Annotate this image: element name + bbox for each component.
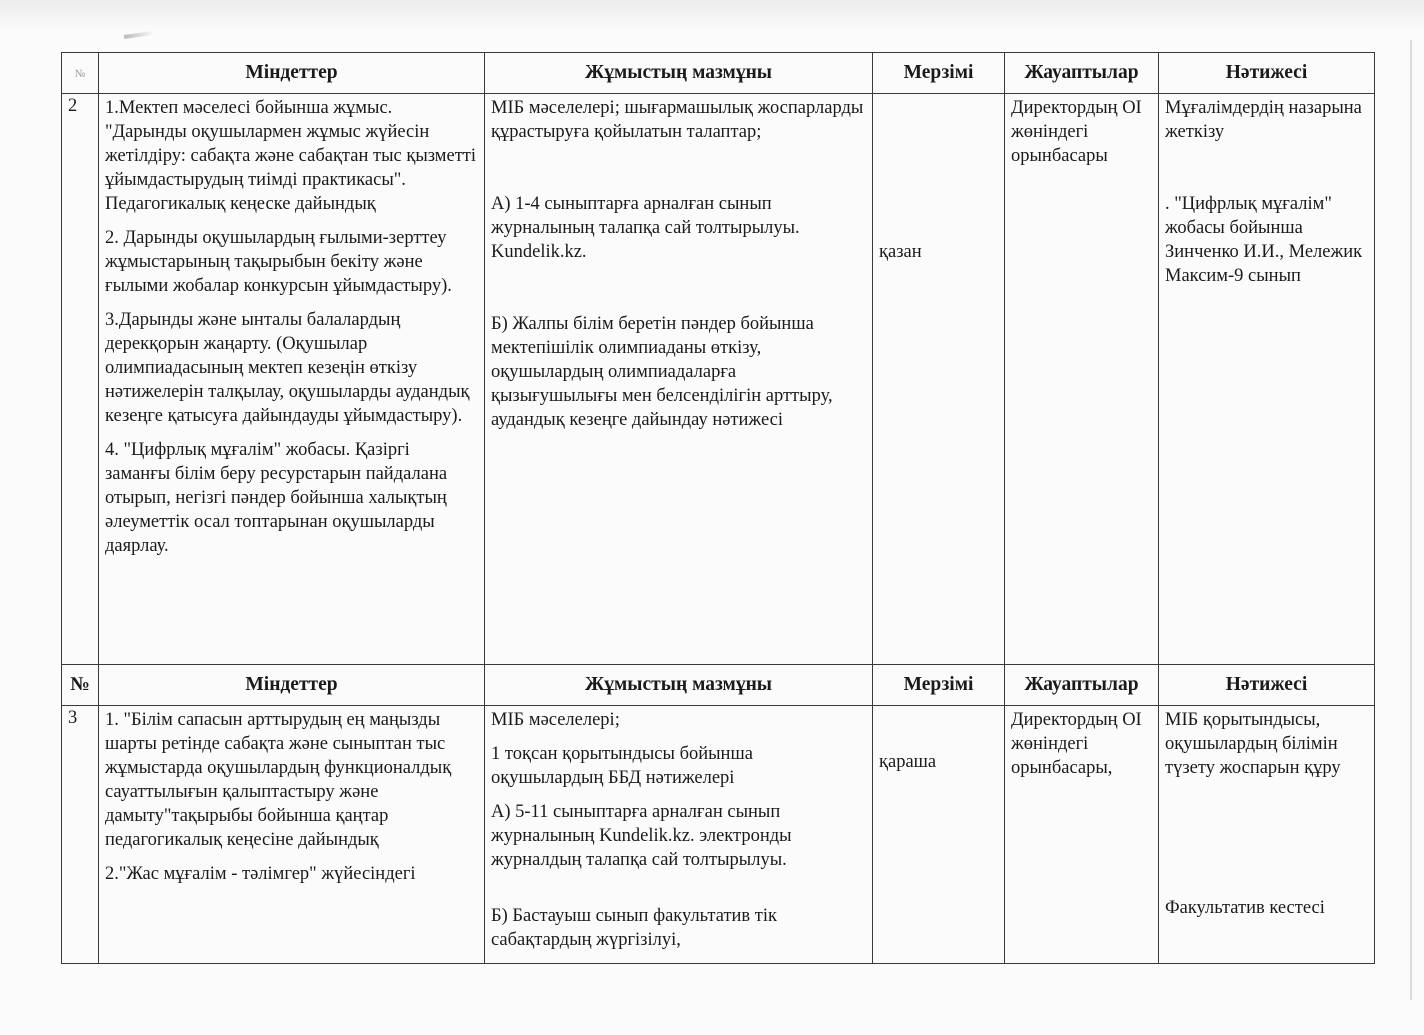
task-item: 2. Дарынды оқушылардың ғылыми-зерттеу жұмыстарының тақырыбын бекіту және ғылыми жобалар конкурсын ұйымдастыру). bbox=[105, 228, 452, 296]
responsible-cell: Директордың ОІ жөніндегі орынбасары bbox=[1005, 94, 1159, 665]
tasks-cell bbox=[99, 94, 485, 665]
header-number: № bbox=[62, 665, 99, 706]
content-item: МІБ мәселелері; bbox=[491, 710, 620, 730]
deadline-cell: қараша bbox=[873, 706, 1005, 964]
content-item: Б) Бастауыш сынып факультатив тік сабақтардың жүргізілуі, bbox=[491, 906, 778, 950]
task-item: 1. "Білім сапасын арттырудың ең маңызды шарты ретінде сабақта және сыныптан тыс жұмыстарда оқушылардың функционалдық сауаттылығын қалыптастыру және дамыту"тақырыбы бойынша қаңтар педагогикалық кеңесіне дайындық bbox=[105, 710, 452, 850]
tasks-cell bbox=[99, 706, 485, 964]
header-deadline: Мерзімі bbox=[873, 665, 1005, 706]
task-item: 4. "Цифрлық мұғалім" жобасы. Қазіргі заманғы білім беру ресурстарын пайдалана отырып, негізгі пәндер бойынша халықтың әлеуметтік осал топтарынан оқушыларды даярлау. bbox=[105, 440, 448, 556]
table-row bbox=[62, 706, 1375, 964]
result-cell bbox=[1159, 706, 1375, 964]
result-item: МІБ қорытындысы, оқушылардың білімін түзету жоспарын құру bbox=[1165, 710, 1341, 778]
content-cell bbox=[485, 94, 873, 665]
task-item: 3.Дарынды және ынталы балалардың дерекқорын жаңарту. (Оқушылар олимпиадасының мектеп кезеңін өткізу нәтижелерін талқылау, оқушыларды аудандық кезеңге қатысуға дайындауды ұйымдастыру). bbox=[105, 310, 470, 426]
header-deadline: Мерзімі bbox=[873, 53, 1005, 94]
table-row bbox=[62, 94, 1375, 665]
scan-top-shadow bbox=[0, 0, 1424, 30]
result-item: . "Цифрлық мұғалім" жобасы бойынша Зинченко И.И., Мележик Максим-9 сынып bbox=[1165, 194, 1363, 286]
result-cell bbox=[1159, 94, 1375, 665]
header-content: Жұмыстың мазмұны bbox=[485, 53, 873, 94]
content-item: А) 1-4 сыныптарға арналған сынып журналының талапқа сай толтырылуы. Kundelik.kz. bbox=[491, 194, 800, 262]
header-responsible: Жауаптылар bbox=[1005, 665, 1159, 706]
header-tasks: Міндеттер bbox=[99, 665, 485, 706]
header-tasks: Міндеттер bbox=[99, 53, 485, 94]
result-item: Мұғалімдердің назарына жеткізу bbox=[1165, 98, 1362, 142]
header-number: № bbox=[62, 53, 99, 94]
scan-artifact bbox=[124, 31, 152, 39]
task-item: 1.Мектеп мәселесі бойынша жұмыс. "Дарынды оқушылармен жұмыс жүйесін жетілдіру: сабақта және сабақтан тыс қызметті ұйымдастырудың тиімді практикасы". Педагогикалық кеңеске дайындық bbox=[105, 98, 477, 214]
content-item: Б) Жалпы білім беретін пәндер бойынша мектепішілік олимпиаданы өткізу, оқушылардың олимпиадаларға қызығушылығы мен белсенділігін арттыру, аудандық кезеңге дайындау нәтижесі bbox=[491, 314, 833, 430]
row-number: 2 bbox=[62, 94, 99, 665]
header-result: Нәтижесі bbox=[1159, 53, 1375, 94]
work-plan-table bbox=[61, 52, 1375, 964]
page-edge bbox=[1410, 40, 1412, 1000]
header-row bbox=[62, 665, 1375, 706]
header-row bbox=[62, 53, 1375, 94]
deadline-cell: қазан bbox=[873, 94, 1005, 665]
responsible-cell: Директордың ОІ жөніндегі орынбасары, bbox=[1005, 706, 1159, 964]
task-item: 2."Жас мұғалім - тәлімгер" жүйесіндегі bbox=[105, 864, 416, 884]
content-item: А) 5-11 сыныптарға арналған сынып журналының Kundelik.kz. электронды журналдың талапқа сай толтырылуы. bbox=[491, 802, 792, 870]
content-cell bbox=[485, 706, 873, 964]
row-number: 3 bbox=[62, 706, 99, 964]
result-item: Факультатив кестесі bbox=[1165, 898, 1325, 918]
header-content: Жұмыстың мазмұны bbox=[485, 665, 873, 706]
content-item: 1 тоқсан қорытындысы бойынша оқушылардың ББД нәтижелері bbox=[491, 744, 753, 788]
header-responsible: Жауаптылар bbox=[1005, 53, 1159, 94]
content-item: МІБ мәселелері; шығармашылық жоспарларды құрастыруға қойылатын талаптар; bbox=[491, 98, 864, 142]
header-result: Нәтижесі bbox=[1159, 665, 1375, 706]
